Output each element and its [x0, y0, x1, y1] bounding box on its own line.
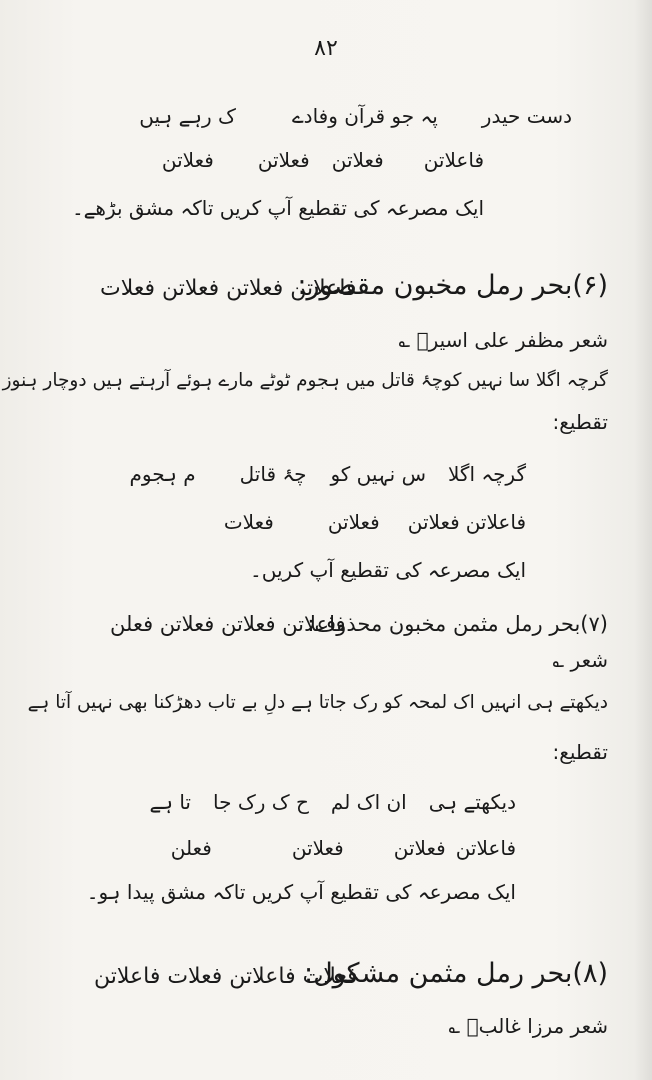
section-6-meters-row: [224, 510, 526, 534]
ex1-words-row: [139, 104, 572, 128]
ex1-meter: فعلاتن: [257, 148, 310, 172]
sec6-meter: فعلات: [223, 510, 274, 534]
section-7-formula: فاعلاتن فعلاتن فعلاتن فعلن: [110, 612, 346, 636]
ex1-meter: فاعلاتن: [423, 148, 484, 172]
section-6-title: (۶)بحر رمل مخبون مقصور:: [297, 270, 608, 301]
section-6-taqti-label: تقطیع:: [552, 410, 608, 434]
section-7-title: (۷)بحر رمل مثمن مخبون محذوف:: [307, 612, 608, 636]
sec6-meter: فاعلاتن: [465, 510, 526, 534]
section-7-meters-row: [171, 836, 516, 860]
section-7-words-row: [150, 790, 516, 814]
section-7-instruction: ایک مصرعہ کی تقطیع آپ کریں تاکہ مشق پیدا ہو۔: [86, 880, 516, 904]
ex1-meters-row: [162, 148, 484, 172]
sec6-word: چۂ قاتل: [239, 462, 307, 486]
sec6-word: م ہجوم: [129, 462, 196, 486]
ex1-meter: فعلاتن: [161, 148, 214, 172]
sec7-word: تا ہے: [149, 790, 192, 814]
section-7-poet: شعر ؎: [552, 648, 608, 672]
sec7-meter: فاعلاتن: [455, 836, 516, 860]
section-6-formula: فاعلاتن فعلاتن فعلاتن فعلات: [100, 276, 357, 301]
section-7-taqti-label: تقطیع:: [552, 740, 608, 764]
sec6-word: س نہیں کو: [330, 462, 426, 486]
sec7-word: ان اک لم: [330, 790, 407, 814]
sec7-word: دیکھتے ہی: [428, 790, 516, 814]
section-8-title: (۸)بحر رمل مثمن مشکول:: [303, 958, 608, 989]
sec7-meter: فعلن: [170, 836, 212, 860]
sec6-meter: فعلاتن: [327, 510, 380, 534]
ex1-word: دست حیدر: [481, 104, 572, 128]
sec6-meter: فعلاتن: [407, 510, 460, 534]
ex1-word: ک رہے ہیں: [139, 104, 236, 128]
page-edge-shadow: [634, 0, 652, 1080]
section-8-formula: فعلات فاعلاتن فعلات فاعلاتن: [94, 964, 358, 989]
sec7-word: ح ک رک جا: [213, 790, 309, 814]
ex1-meter: فعلاتن: [331, 148, 384, 172]
section-6-verse: گرچہ اگلا سا نہیں کوچۂ قاتل میں ہجوم ٹوٹے مارے ہوئے آرہتے ہیں دوچار ہنوز: [2, 370, 608, 391]
sec6-word: گرچہ اگلا: [447, 462, 526, 486]
page-number: ۸۲: [314, 36, 338, 61]
section-8-poet: شعر مرزا غالبؔ ؎: [448, 1014, 608, 1038]
ex1-instruction: ایک مصرعہ کی تقطیع آپ کریں تاکہ مشق بڑھے۔: [71, 196, 484, 220]
section-6-instruction: ایک مصرعہ کی تقطیع آپ کریں۔: [250, 558, 526, 582]
ex1-word: پہ جو قرآن وفادے: [291, 104, 438, 128]
section-7-verse: دیکھتے ہی انہیں اک لمحہ کو رک جاتا ہے دلِ بے تاب دھڑکنا بھی نہیں آتا ہے: [27, 692, 608, 713]
section-6-words-row: [130, 462, 526, 486]
sec7-meter: فعلاتن: [393, 836, 446, 860]
section-6-poet: شعر مظفر علی اسیرؔ ؎: [398, 328, 608, 352]
sec7-meter: فعلاتن: [291, 836, 344, 860]
